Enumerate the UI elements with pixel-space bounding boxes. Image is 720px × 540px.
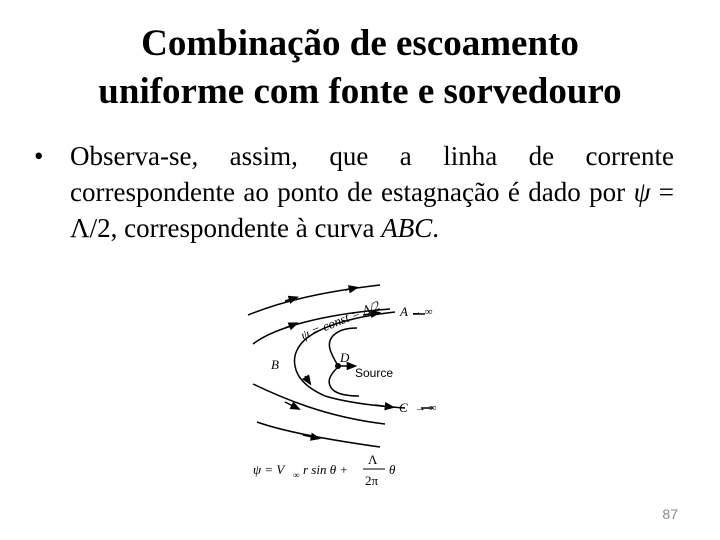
bullet-item bbox=[34, 138, 674, 246]
bullet-end: . bbox=[432, 213, 439, 243]
bullet-text bbox=[70, 138, 674, 246]
label-c-infinity: → ∞ bbox=[415, 402, 437, 414]
formula-den: 2π bbox=[365, 473, 379, 488]
formula-lhs: ψ = V bbox=[253, 462, 285, 477]
formula-mid: r sin θ + bbox=[303, 462, 349, 477]
streamline-5 bbox=[257, 422, 380, 447]
label-d: D bbox=[340, 350, 350, 365]
label-b: B bbox=[271, 357, 279, 372]
bullet-text-part1: Observa-se, assim, que a linha de corrente correspondente ao ponto de estagnação é dado por bbox=[70, 141, 674, 207]
title-line-1: Combinação de escoamento bbox=[141, 23, 579, 64]
formula-sub: ∞ bbox=[293, 470, 300, 480]
source-label: Source bbox=[355, 366, 394, 380]
formula-end: θ bbox=[389, 462, 396, 477]
label-a: A bbox=[400, 304, 408, 319]
psi-symbol: ψ bbox=[633, 177, 651, 207]
stream-function-formula bbox=[253, 452, 396, 488]
formula-num: Λ bbox=[368, 452, 378, 467]
label-a-infinity: → ∞ bbox=[411, 306, 433, 318]
streamline-figure bbox=[245, 282, 460, 494]
streamline-top-arrow-2 bbox=[345, 288, 355, 290]
stagnation-arrow-c bbox=[375, 405, 391, 407]
label-c: C bbox=[399, 400, 408, 415]
bullet-marker: • bbox=[34, 141, 44, 171]
stagnation-arrow-b bbox=[305, 376, 309, 382]
streamline-label: ψ = const = Λ/2 bbox=[298, 297, 383, 343]
curve-label: ABC bbox=[381, 213, 433, 243]
streamline-diagram bbox=[245, 282, 460, 494]
page-number: 87 bbox=[662, 506, 678, 522]
slide-title bbox=[0, 20, 720, 116]
equation-text: = Λ/2, correspondente à curva bbox=[70, 177, 674, 243]
title-line-2: uniforme com fonte e sorvedouro bbox=[98, 71, 622, 112]
